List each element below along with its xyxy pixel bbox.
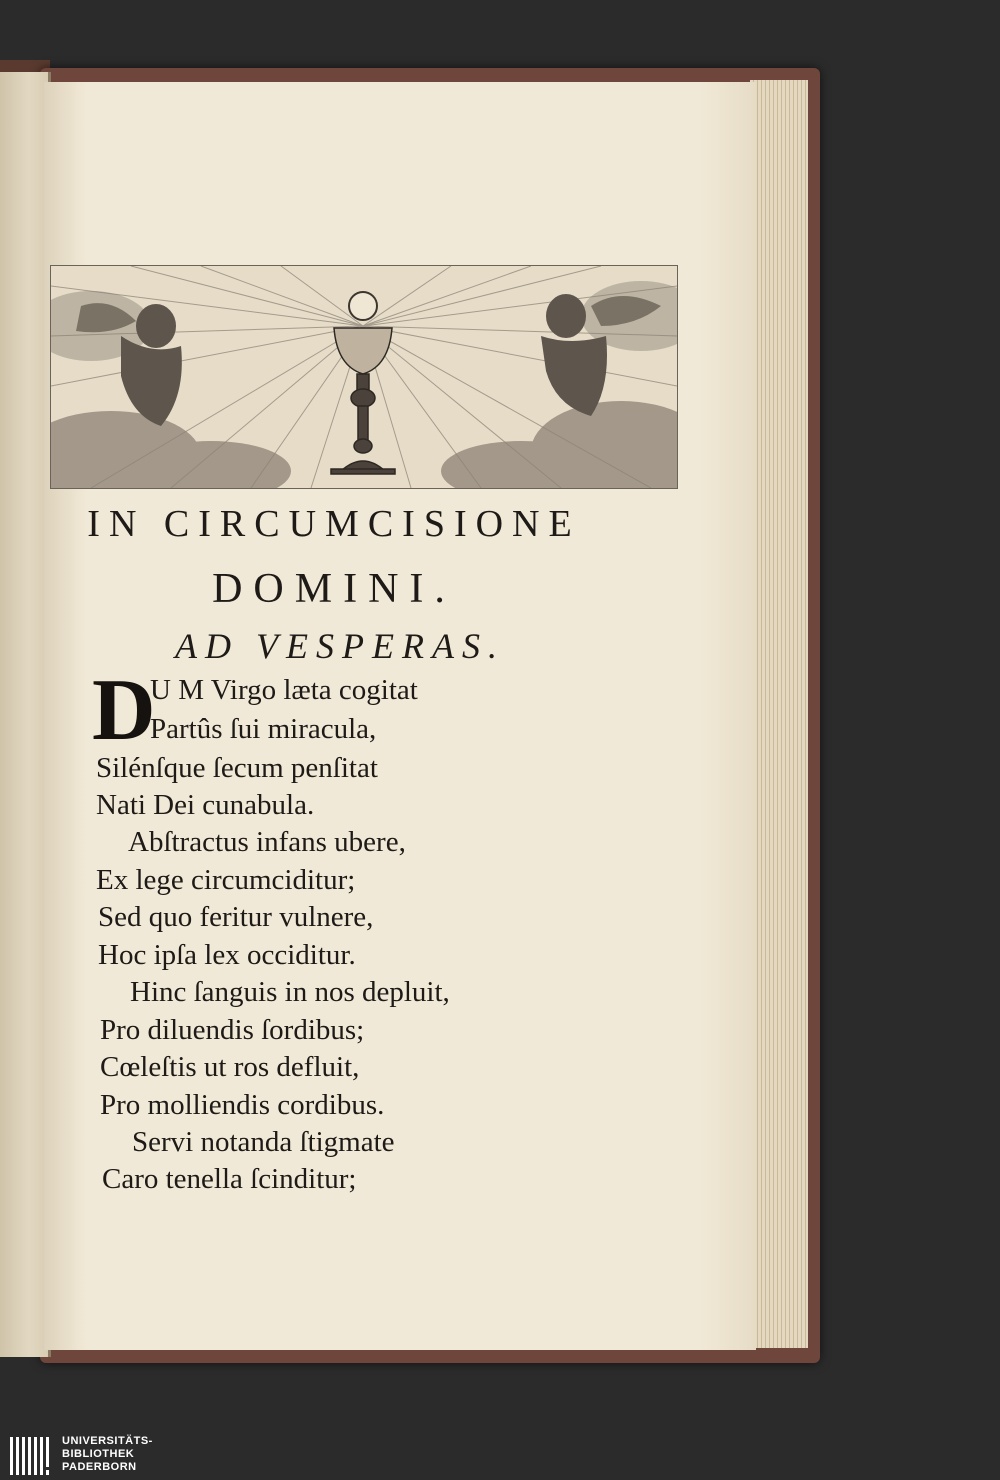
- verse-line: Partûs ſui miracula,: [150, 713, 377, 745]
- verse-line: Cœleſtis ut ros defluit,: [100, 1051, 360, 1083]
- verse-line: Ex lege circumciditur;: [96, 864, 356, 896]
- verse-line: U M Virgo læta cogitat: [150, 674, 418, 706]
- library-logo-icon: [8, 1435, 56, 1477]
- verse-line: Pro diluendis ſordibus;: [100, 1014, 365, 1046]
- bleed-through-text: [130, 175, 140, 209]
- verse-line: Caro tenella ſcinditur;: [102, 1163, 357, 1195]
- drop-cap: D: [92, 662, 156, 759]
- verse-line: Nati Dei cunabula.: [96, 789, 315, 821]
- verse-line: Hoc ipſa lex occiditur.: [98, 939, 356, 971]
- subtitle: AD VESPERAS.: [175, 626, 505, 666]
- host-icon: [349, 292, 377, 320]
- verse-line: Hinc ſanguis in nos depluit,: [130, 976, 450, 1008]
- library-name-line-1: UNIVERSITÄTS-: [62, 1435, 153, 1447]
- verse-line: Abſtractus infans ubere,: [128, 826, 406, 858]
- library-name: [62, 1435, 153, 1474]
- verse-line: Silénſque ſecum penſitat: [96, 752, 378, 784]
- title-line-1: IN CIRCUMCISIONE: [87, 503, 581, 545]
- chalice-angels-engraving: [50, 265, 678, 489]
- page-block-edge: [750, 80, 808, 1348]
- library-name-line-3: PADERBORN: [62, 1461, 137, 1473]
- verse-line: Pro molliendis cordibus.: [100, 1089, 385, 1121]
- library-name-line-2: BIBLIOTHEK: [62, 1448, 135, 1460]
- title-line-2: DOMINI.: [212, 566, 456, 612]
- verse-line: Sed quo feritur vulnere,: [98, 901, 374, 933]
- verse-line: Servi notanda ſtigmate: [132, 1126, 395, 1158]
